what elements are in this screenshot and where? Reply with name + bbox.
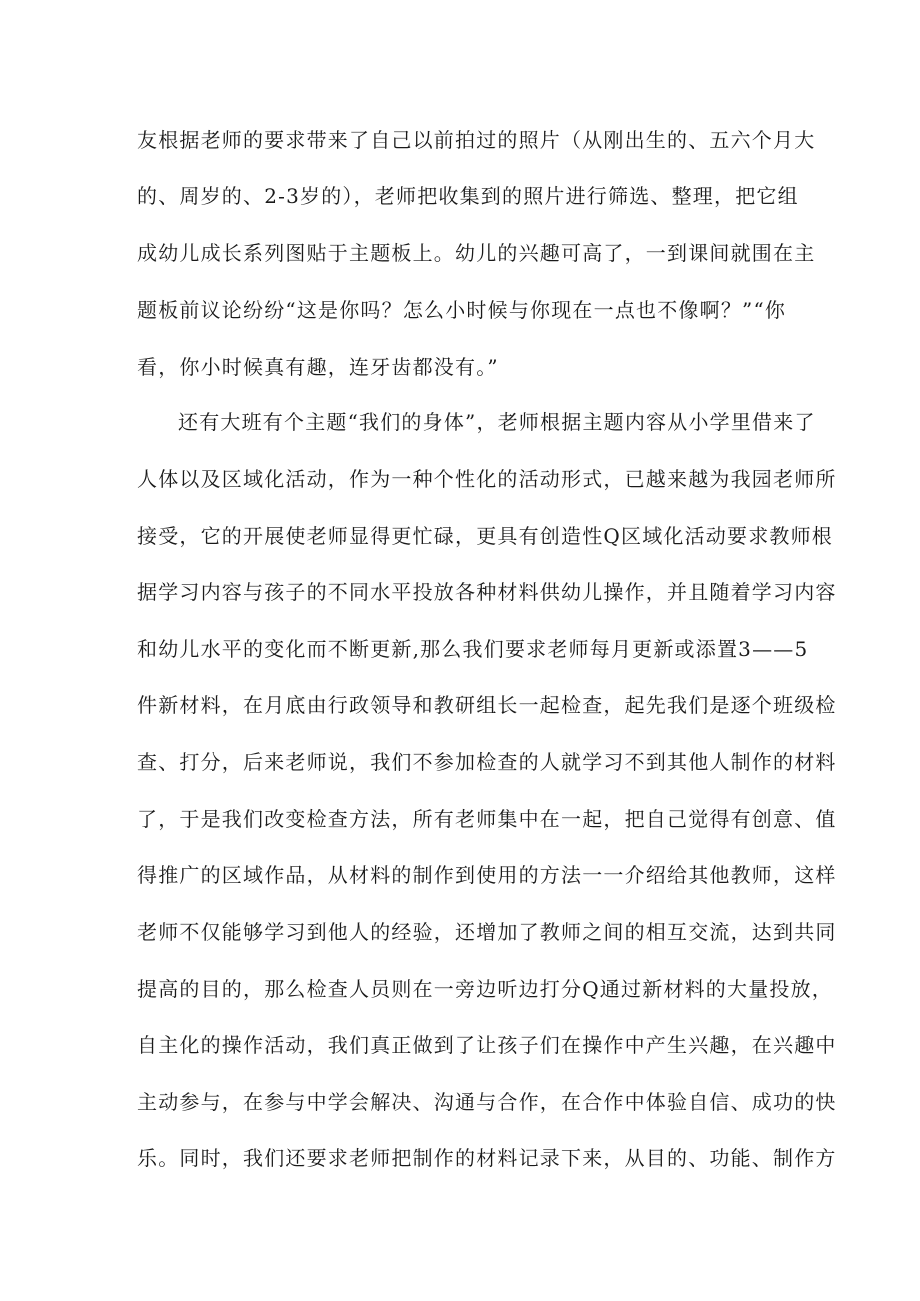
text-line: 自主化的操作活动，我们真正做到了让孩子们在操作中产生兴趣，在兴趣中 — [137, 1033, 837, 1057]
text-line: 题板前议论纷纷“这是你吗？怎么小时候与你现在一点也不像啊？”“你 — [137, 298, 787, 322]
text-line: 还有大班有个主题“我们的身体”，老师根据主题内容从小学里借来了 — [178, 410, 816, 434]
text-line: 和幼儿水平的变化而不断更新,那么我们要求老师每月更新或添置3——5 — [137, 637, 809, 661]
text-line: 友根据老师的要求带来了自己以前拍过的照片（从刚出生的、五六个月大 — [137, 128, 816, 152]
text-line: 件新材料，在月底由行政领导和教研组长一起检查，起先我们是逐个班级检 — [137, 693, 837, 717]
text-line: 的、周岁的、2-3岁的），老师把收集到的照片进行筛选、整理，把它组 — [137, 184, 799, 208]
text-line: 接受，它的开展使老师显得更忙碌，更具有创造性Q区域化活动要求教师根 — [137, 524, 833, 548]
text-line: 人体以及区域化活动，作为一种个性化的活动形式，已越来越为我园老师所 — [137, 467, 837, 491]
text-line: 了，于是我们改变检查方法，所有老师集中在一起，把自己觉得有创意、值 — [137, 807, 837, 831]
text-line: 看，你小时候真有趣，连牙齿都没有。” — [137, 355, 499, 379]
text-line: 提高的目的，那么检查人员则在一旁边听边打分Q通过新材料的大量投放， — [137, 977, 833, 1001]
text-line: 乐。同时，我们还要求老师把制作的材料记录下来，从目的、功能、制作方 — [137, 1146, 837, 1170]
text-line: 据学习内容与孩子的不同水平投放各种材料供幼儿操作，并且随着学习内容 — [137, 580, 837, 604]
text-line: 成幼儿成长系列图贴于主题板上。幼儿的兴趣可高了，一到课间就围在主 — [137, 241, 816, 265]
text-line: 得推广的区域作品，从材料的制作到使用的方法一一介绍给其他教师，这样 — [137, 863, 837, 887]
text-line: 查、打分，后来老师说，我们不参加检查的人就学习不到其他人制作的材料 — [137, 750, 837, 774]
text-line: 主动参与，在参与中学会解决、沟通与合作，在合作中体验自信、成功的快 — [137, 1090, 837, 1114]
text-line: 老师不仅能够学习到他人的经验，还增加了教师之间的相互交流，达到共同 — [137, 920, 837, 944]
